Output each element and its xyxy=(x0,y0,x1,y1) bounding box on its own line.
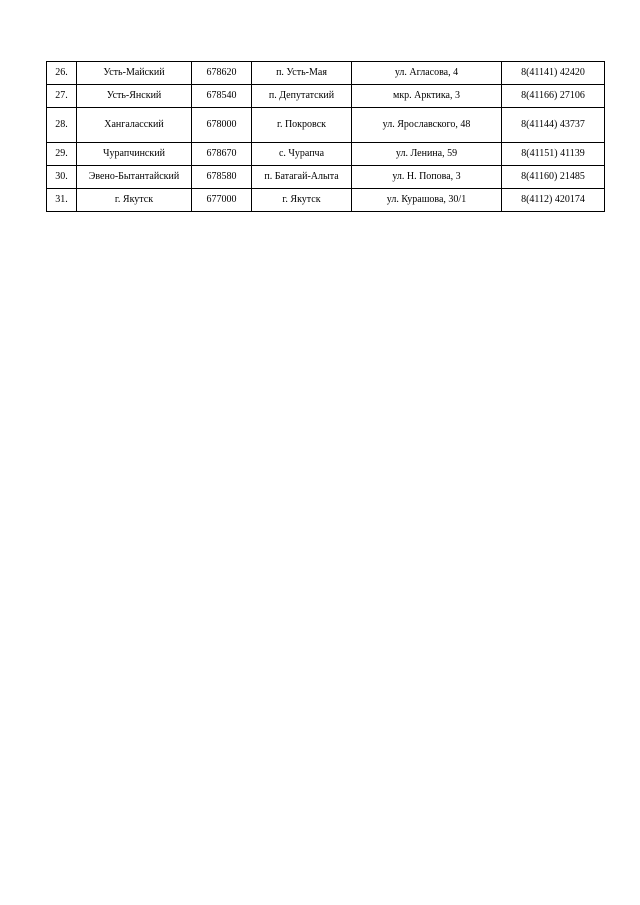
row-number-cell: 31. xyxy=(47,189,77,212)
settlement-cell: п. Усть-Мая xyxy=(252,62,352,85)
phone-cell: 8(41151) 41139 xyxy=(502,143,605,166)
district-contacts-table xyxy=(46,61,605,212)
postal-index-cell: 678620 xyxy=(192,62,252,85)
settlement-cell: с. Чурапча xyxy=(252,143,352,166)
postal-index-cell: 678580 xyxy=(192,166,252,189)
address-cell: мкр. Арктика, 3 xyxy=(352,85,502,108)
district-cell: Чурапчинский xyxy=(77,143,192,166)
postal-index-cell: 678000 xyxy=(192,108,252,143)
district-cell: г. Якутск xyxy=(77,189,192,212)
phone-cell: 8(41141) 42420 xyxy=(502,62,605,85)
address-cell: ул. Ленина, 59 xyxy=(352,143,502,166)
row-number-cell: 30. xyxy=(47,166,77,189)
address-cell: ул. Агласова, 4 xyxy=(352,62,502,85)
postal-index-cell: 678670 xyxy=(192,143,252,166)
row-number-cell: 27. xyxy=(47,85,77,108)
district-cell: Эвено-Бытантайский xyxy=(77,166,192,189)
settlement-cell: г. Якутск xyxy=(252,189,352,212)
phone-cell: 8(41166) 27106 xyxy=(502,85,605,108)
row-number-cell: 28. xyxy=(47,108,77,143)
table-row xyxy=(47,85,605,108)
table-row xyxy=(47,62,605,85)
address-cell: ул. Ярославского, 48 xyxy=(352,108,502,143)
settlement-cell: п. Депутатский xyxy=(252,85,352,108)
table-row xyxy=(47,189,605,212)
address-cell: ул. Курашова, 30/1 xyxy=(352,189,502,212)
phone-cell: 8(41160) 21485 xyxy=(502,166,605,189)
settlement-cell: п. Батагай-Алыта xyxy=(252,166,352,189)
postal-index-cell: 677000 xyxy=(192,189,252,212)
address-cell: ул. Н. Попова, 3 xyxy=(352,166,502,189)
phone-cell: 8(4112) 420174 xyxy=(502,189,605,212)
table-row xyxy=(47,143,605,166)
table-row xyxy=(47,108,605,143)
phone-cell: 8(41144) 43737 xyxy=(502,108,605,143)
district-cell: Усть-Майский xyxy=(77,62,192,85)
district-cell: Хангаласский xyxy=(77,108,192,143)
table-row xyxy=(47,166,605,189)
row-number-cell: 29. xyxy=(47,143,77,166)
postal-index-cell: 678540 xyxy=(192,85,252,108)
row-number-cell: 26. xyxy=(47,62,77,85)
settlement-cell: г. Покровск xyxy=(252,108,352,143)
district-cell: Усть-Янский xyxy=(77,85,192,108)
